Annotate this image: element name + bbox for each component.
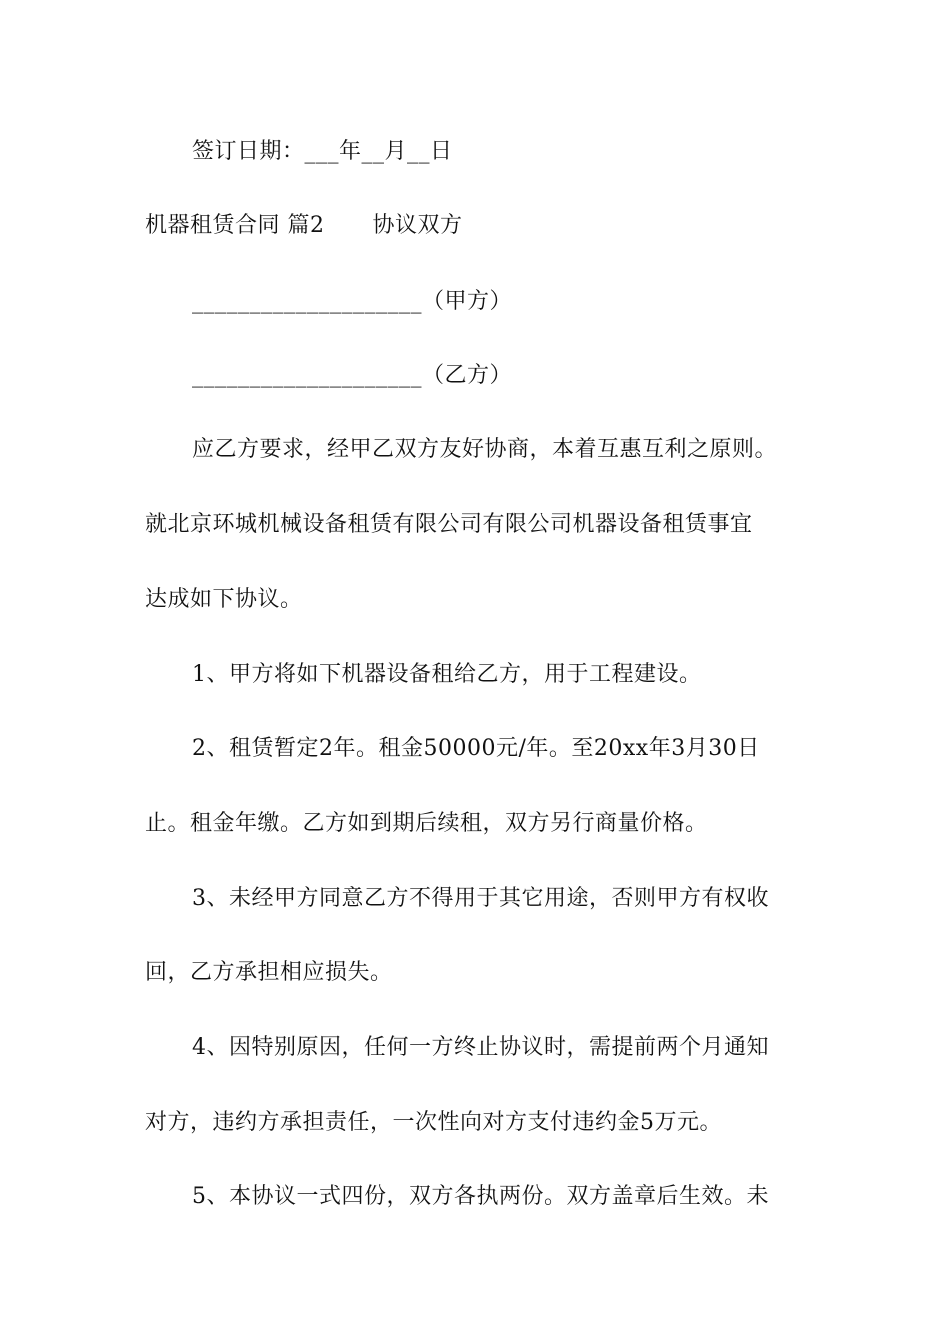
clause-3-continuation: 回，乙方承担相应损失。: [145, 960, 393, 985]
party-a-line: ____________________（甲方）: [192, 289, 513, 314]
contract-heading: [145, 211, 463, 241]
clause-4-continuation: 对方，违约方承担责任，一次性向对方支付违约金5万元。: [145, 1110, 722, 1135]
party-b-line: ____________________（乙方）: [192, 363, 513, 388]
clause-1-line: 1、甲方将如下机器设备租给乙方，用于工程建设。: [192, 662, 702, 687]
paragraph-line: 就北京环城机械设备租赁有限公司有限公司机器设备租赁事宜: [145, 512, 753, 537]
contract-title: 机器租赁合同 篇2: [145, 213, 325, 238]
sign-date-line: 签订日期：___年__月__日: [192, 139, 453, 164]
clause-3-line: 3、未经甲方同意乙方不得用于其它用途，否则甲方有权收: [192, 886, 769, 911]
paragraph-line: 达成如下协议。: [145, 587, 303, 612]
clause-2-continuation: 止。租金年缴。乙方如到期后续租，双方另行商量价格。: [145, 811, 708, 836]
clause-4-line: 4、因特别原因，任何一方终止协议时，需提前两个月通知: [192, 1035, 769, 1060]
clause-2-line: 2、租赁暂定2年。租金50000元/年。至20xx年3月30日: [192, 736, 760, 761]
contract-subtitle: 协议双方: [372, 213, 463, 238]
clause-5-line: 5、本协议一式四份，双方各执两份。双方盖章后生效。未: [192, 1184, 769, 1209]
paragraph-line: 应乙方要求，经甲乙双方友好协商，本着互惠互利之原则。: [192, 437, 778, 462]
